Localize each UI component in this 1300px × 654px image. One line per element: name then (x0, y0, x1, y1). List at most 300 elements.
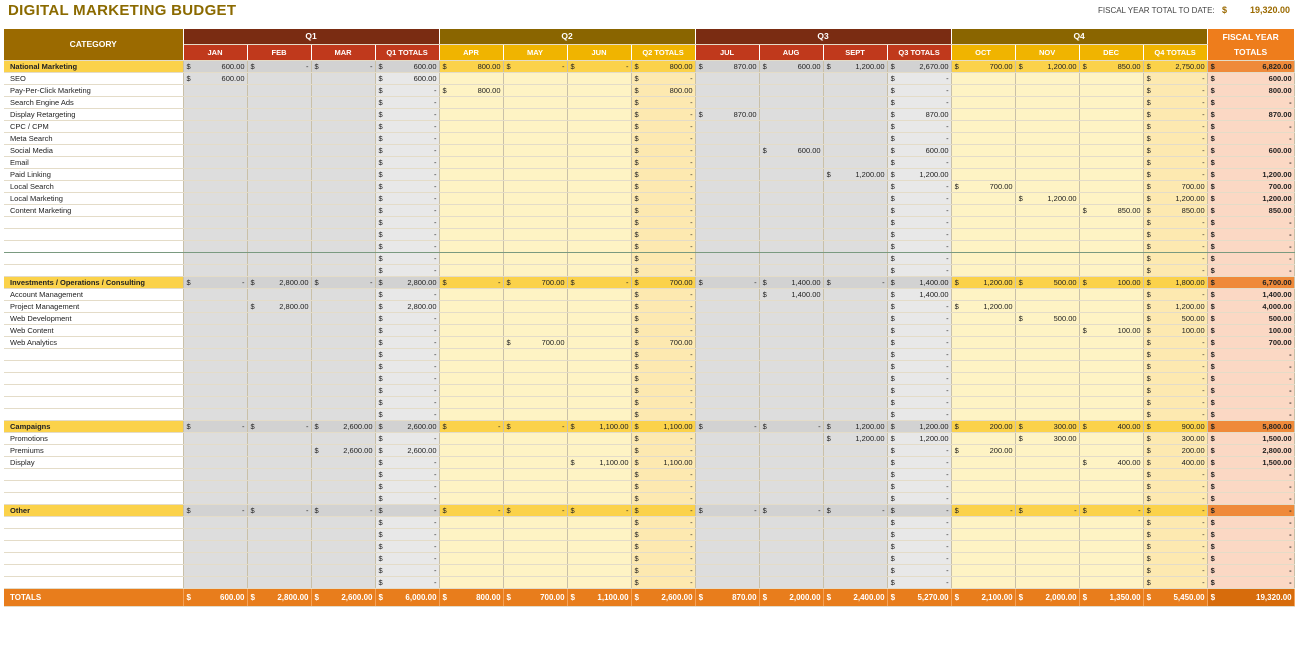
budget-cell[interactable] (1015, 565, 1079, 577)
budget-cell[interactable] (759, 205, 823, 217)
budget-cell[interactable] (695, 169, 759, 181)
budget-cell[interactable] (439, 157, 503, 169)
category-label[interactable]: Promotions (4, 433, 183, 445)
budget-cell[interactable] (1207, 265, 1294, 277)
budget-cell[interactable] (759, 577, 823, 589)
budget-cell[interactable] (887, 157, 951, 169)
section-label[interactable]: National Marketing (4, 61, 183, 73)
budget-cell[interactable] (887, 505, 951, 517)
category-label[interactable] (4, 409, 183, 421)
budget-cell[interactable] (631, 433, 695, 445)
budget-cell[interactable] (951, 193, 1015, 205)
budget-cell[interactable] (311, 265, 375, 277)
budget-cell[interactable] (1143, 565, 1207, 577)
budget-cell[interactable] (887, 397, 951, 409)
budget-cell[interactable] (1207, 193, 1294, 205)
budget-cell[interactable] (695, 505, 759, 517)
budget-cell[interactable] (759, 313, 823, 325)
budget-cell[interactable] (1143, 145, 1207, 157)
budget-cell[interactable] (951, 349, 1015, 361)
budget-cell[interactable] (1079, 577, 1143, 589)
budget-cell[interactable] (183, 301, 247, 313)
budget-cell[interactable] (1015, 409, 1079, 421)
budget-cell[interactable] (1207, 373, 1294, 385)
budget-cell[interactable] (759, 409, 823, 421)
budget-cell[interactable] (1143, 385, 1207, 397)
category-label[interactable]: Search Engine Ads (4, 97, 183, 109)
budget-cell[interactable] (1079, 301, 1143, 313)
budget-cell[interactable] (1207, 217, 1294, 229)
budget-cell[interactable] (1015, 97, 1079, 109)
budget-cell[interactable] (759, 229, 823, 241)
budget-cell[interactable] (1015, 421, 1079, 433)
budget-cell[interactable] (887, 253, 951, 265)
budget-cell[interactable] (823, 193, 887, 205)
budget-cell[interactable] (1207, 361, 1294, 373)
budget-cell[interactable] (759, 169, 823, 181)
budget-cell[interactable] (951, 133, 1015, 145)
budget-cell[interactable] (631, 145, 695, 157)
budget-cell[interactable] (247, 265, 311, 277)
budget-cell[interactable] (1143, 181, 1207, 193)
budget-cell[interactable] (951, 529, 1015, 541)
budget-cell[interactable] (375, 409, 439, 421)
budget-cell[interactable] (1079, 481, 1143, 493)
budget-cell[interactable] (503, 349, 567, 361)
budget-cell[interactable] (311, 325, 375, 337)
budget-cell[interactable] (1015, 481, 1079, 493)
budget-cell[interactable] (247, 349, 311, 361)
budget-cell[interactable] (1079, 349, 1143, 361)
budget-cell[interactable] (439, 433, 503, 445)
budget-cell[interactable] (631, 505, 695, 517)
budget-cell[interactable] (1207, 241, 1294, 253)
budget-cell[interactable] (951, 241, 1015, 253)
budget-cell[interactable] (567, 133, 631, 145)
budget-cell[interactable] (1079, 277, 1143, 289)
budget-cell[interactable] (823, 349, 887, 361)
budget-cell[interactable] (567, 457, 631, 469)
budget-cell[interactable] (439, 553, 503, 565)
budget-cell[interactable] (247, 481, 311, 493)
budget-cell[interactable] (631, 421, 695, 433)
budget-cell[interactable] (823, 145, 887, 157)
budget-cell[interactable] (951, 481, 1015, 493)
budget-cell[interactable] (1015, 169, 1079, 181)
budget-cell[interactable] (503, 433, 567, 445)
budget-cell[interactable] (567, 265, 631, 277)
budget-cell[interactable] (631, 241, 695, 253)
budget-cell[interactable] (375, 169, 439, 181)
budget-cell[interactable] (1207, 517, 1294, 529)
budget-cell[interactable] (695, 529, 759, 541)
budget-cell[interactable] (631, 289, 695, 301)
budget-cell[interactable] (1143, 517, 1207, 529)
budget-cell[interactable] (1015, 109, 1079, 121)
budget-cell[interactable] (503, 397, 567, 409)
budget-cell[interactable] (311, 385, 375, 397)
budget-cell[interactable] (695, 385, 759, 397)
budget-cell[interactable] (823, 253, 887, 265)
budget-cell[interactable] (759, 265, 823, 277)
budget-cell[interactable] (439, 445, 503, 457)
budget-cell[interactable] (311, 289, 375, 301)
budget-cell[interactable] (247, 193, 311, 205)
budget-cell[interactable] (1143, 409, 1207, 421)
budget-cell[interactable] (567, 145, 631, 157)
budget-cell[interactable] (1143, 361, 1207, 373)
budget-cell[interactable] (183, 337, 247, 349)
category-label[interactable] (4, 349, 183, 361)
budget-cell[interactable] (503, 109, 567, 121)
budget-cell[interactable] (1143, 205, 1207, 217)
budget-cell[interactable] (823, 373, 887, 385)
budget-cell[interactable] (695, 313, 759, 325)
budget-cell[interactable] (375, 109, 439, 121)
budget-cell[interactable] (439, 457, 503, 469)
budget-cell[interactable] (183, 253, 247, 265)
budget-cell[interactable] (951, 301, 1015, 313)
budget-cell[interactable] (887, 73, 951, 85)
budget-cell[interactable] (951, 433, 1015, 445)
budget-cell[interactable] (183, 97, 247, 109)
budget-cell[interactable] (695, 229, 759, 241)
budget-cell[interactable] (247, 589, 311, 607)
budget-cell[interactable] (695, 469, 759, 481)
budget-cell[interactable] (1079, 109, 1143, 121)
budget-cell[interactable] (247, 61, 311, 73)
budget-cell[interactable] (247, 373, 311, 385)
budget-cell[interactable] (759, 109, 823, 121)
budget-cell[interactable] (439, 505, 503, 517)
category-label[interactable] (4, 241, 183, 253)
budget-cell[interactable] (375, 373, 439, 385)
budget-cell[interactable] (1015, 241, 1079, 253)
budget-cell[interactable] (759, 421, 823, 433)
budget-cell[interactable] (1015, 289, 1079, 301)
budget-cell[interactable] (1207, 433, 1294, 445)
budget-cell[interactable] (1079, 229, 1143, 241)
budget-cell[interactable] (567, 505, 631, 517)
budget-cell[interactable] (951, 421, 1015, 433)
category-label[interactable] (4, 541, 183, 553)
budget-cell[interactable] (887, 217, 951, 229)
budget-cell[interactable] (759, 61, 823, 73)
budget-cell[interactable] (375, 433, 439, 445)
budget-cell[interactable] (951, 205, 1015, 217)
budget-cell[interactable] (1015, 61, 1079, 73)
budget-cell[interactable] (1143, 349, 1207, 361)
budget-cell[interactable] (1015, 517, 1079, 529)
budget-cell[interactable] (1079, 253, 1143, 265)
budget-cell[interactable] (1015, 457, 1079, 469)
budget-cell[interactable] (631, 577, 695, 589)
budget-cell[interactable] (759, 445, 823, 457)
budget-cell[interactable] (1207, 133, 1294, 145)
budget-cell[interactable] (311, 145, 375, 157)
budget-cell[interactable] (1015, 157, 1079, 169)
budget-cell[interactable] (887, 493, 951, 505)
budget-cell[interactable] (1207, 409, 1294, 421)
budget-cell[interactable] (631, 169, 695, 181)
budget-cell[interactable] (375, 85, 439, 97)
budget-cell[interactable] (439, 421, 503, 433)
budget-cell[interactable] (183, 517, 247, 529)
budget-cell[interactable] (1015, 541, 1079, 553)
budget-cell[interactable] (183, 265, 247, 277)
budget-cell[interactable] (951, 373, 1015, 385)
budget-cell[interactable] (247, 457, 311, 469)
budget-cell[interactable] (375, 301, 439, 313)
budget-cell[interactable] (311, 337, 375, 349)
budget-cell[interactable] (311, 181, 375, 193)
budget-cell[interactable] (183, 493, 247, 505)
budget-cell[interactable] (1079, 241, 1143, 253)
budget-cell[interactable] (1207, 301, 1294, 313)
budget-cell[interactable] (1079, 337, 1143, 349)
budget-cell[interactable] (375, 541, 439, 553)
budget-cell[interactable] (567, 565, 631, 577)
budget-cell[interactable] (375, 265, 439, 277)
budget-cell[interactable] (375, 385, 439, 397)
budget-cell[interactable] (375, 217, 439, 229)
budget-cell[interactable] (887, 565, 951, 577)
budget-cell[interactable] (823, 361, 887, 373)
budget-cell[interactable] (375, 205, 439, 217)
budget-cell[interactable] (1143, 85, 1207, 97)
budget-cell[interactable] (887, 409, 951, 421)
budget-cell[interactable] (503, 385, 567, 397)
budget-cell[interactable] (823, 313, 887, 325)
category-label[interactable] (4, 385, 183, 397)
budget-cell[interactable] (887, 553, 951, 565)
budget-cell[interactable] (1207, 445, 1294, 457)
budget-cell[interactable] (503, 529, 567, 541)
budget-cell[interactable] (311, 457, 375, 469)
budget-cell[interactable] (311, 409, 375, 421)
budget-cell[interactable] (951, 469, 1015, 481)
budget-cell[interactable] (759, 589, 823, 607)
budget-cell[interactable] (1143, 397, 1207, 409)
budget-cell[interactable] (183, 241, 247, 253)
budget-cell[interactable] (1079, 385, 1143, 397)
budget-cell[interactable] (247, 145, 311, 157)
budget-cell[interactable] (759, 361, 823, 373)
budget-cell[interactable] (247, 433, 311, 445)
budget-cell[interactable] (247, 337, 311, 349)
budget-cell[interactable] (951, 85, 1015, 97)
budget-cell[interactable] (1207, 181, 1294, 193)
budget-cell[interactable] (951, 589, 1015, 607)
budget-cell[interactable] (439, 301, 503, 313)
budget-cell[interactable] (247, 469, 311, 481)
budget-cell[interactable] (631, 457, 695, 469)
budget-cell[interactable] (951, 169, 1015, 181)
budget-cell[interactable] (1143, 529, 1207, 541)
budget-cell[interactable] (311, 577, 375, 589)
budget-cell[interactable] (311, 301, 375, 313)
budget-cell[interactable] (1015, 529, 1079, 541)
budget-cell[interactable] (311, 193, 375, 205)
budget-cell[interactable] (1015, 145, 1079, 157)
budget-cell[interactable] (503, 505, 567, 517)
budget-cell[interactable] (1143, 373, 1207, 385)
section-label[interactable]: Campaigns (4, 421, 183, 433)
budget-cell[interactable] (503, 553, 567, 565)
budget-cell[interactable] (1079, 553, 1143, 565)
budget-cell[interactable] (183, 121, 247, 133)
budget-cell[interactable] (1079, 181, 1143, 193)
budget-cell[interactable] (631, 229, 695, 241)
budget-cell[interactable] (375, 493, 439, 505)
budget-cell[interactable] (503, 589, 567, 607)
budget-cell[interactable] (951, 61, 1015, 73)
category-label[interactable]: Local Marketing (4, 193, 183, 205)
budget-cell[interactable] (1079, 157, 1143, 169)
budget-cell[interactable] (503, 409, 567, 421)
budget-cell[interactable] (439, 361, 503, 373)
budget-cell[interactable] (247, 73, 311, 85)
budget-cell[interactable] (1079, 97, 1143, 109)
budget-cell[interactable] (695, 409, 759, 421)
budget-cell[interactable] (439, 85, 503, 97)
budget-cell[interactable] (823, 157, 887, 169)
budget-cell[interactable] (951, 313, 1015, 325)
budget-cell[interactable] (311, 205, 375, 217)
budget-cell[interactable] (1079, 289, 1143, 301)
budget-cell[interactable] (823, 565, 887, 577)
budget-cell[interactable] (375, 241, 439, 253)
budget-cell[interactable] (567, 589, 631, 607)
budget-cell[interactable] (247, 97, 311, 109)
budget-cell[interactable] (951, 217, 1015, 229)
budget-cell[interactable] (1143, 133, 1207, 145)
budget-cell[interactable] (695, 265, 759, 277)
budget-cell[interactable] (1207, 577, 1294, 589)
category-label[interactable] (4, 529, 183, 541)
budget-cell[interactable] (759, 565, 823, 577)
budget-cell[interactable] (1015, 361, 1079, 373)
budget-cell[interactable] (247, 241, 311, 253)
budget-cell[interactable] (439, 337, 503, 349)
budget-cell[interactable] (695, 553, 759, 565)
budget-cell[interactable] (1015, 397, 1079, 409)
budget-cell[interactable] (1015, 469, 1079, 481)
budget-cell[interactable] (567, 445, 631, 457)
budget-cell[interactable] (1079, 145, 1143, 157)
budget-cell[interactable] (375, 73, 439, 85)
budget-cell[interactable] (823, 385, 887, 397)
budget-cell[interactable] (567, 157, 631, 169)
budget-cell[interactable] (375, 589, 439, 607)
budget-cell[interactable] (631, 217, 695, 229)
category-label[interactable]: CPC / CPM (4, 121, 183, 133)
budget-cell[interactable] (887, 241, 951, 253)
budget-cell[interactable] (1143, 241, 1207, 253)
budget-cell[interactable] (951, 445, 1015, 457)
budget-cell[interactable] (311, 421, 375, 433)
budget-cell[interactable] (1015, 277, 1079, 289)
budget-cell[interactable] (567, 409, 631, 421)
budget-cell[interactable] (567, 205, 631, 217)
budget-cell[interactable] (887, 133, 951, 145)
budget-cell[interactable] (631, 325, 695, 337)
budget-cell[interactable] (823, 445, 887, 457)
budget-cell[interactable] (631, 253, 695, 265)
category-label[interactable]: Social Media (4, 145, 183, 157)
budget-cell[interactable] (1015, 433, 1079, 445)
budget-cell[interactable] (695, 133, 759, 145)
budget-cell[interactable] (631, 121, 695, 133)
budget-cell[interactable] (1015, 337, 1079, 349)
budget-cell[interactable] (311, 85, 375, 97)
budget-cell[interactable] (823, 217, 887, 229)
budget-cell[interactable] (567, 553, 631, 565)
budget-cell[interactable] (375, 229, 439, 241)
budget-cell[interactable] (1143, 493, 1207, 505)
budget-cell[interactable] (1207, 73, 1294, 85)
budget-cell[interactable] (759, 85, 823, 97)
budget-cell[interactable] (759, 133, 823, 145)
category-label[interactable] (4, 493, 183, 505)
budget-cell[interactable] (823, 469, 887, 481)
budget-cell[interactable] (439, 217, 503, 229)
budget-cell[interactable] (311, 61, 375, 73)
budget-cell[interactable] (823, 481, 887, 493)
budget-cell[interactable] (887, 517, 951, 529)
budget-cell[interactable] (695, 445, 759, 457)
budget-cell[interactable] (439, 145, 503, 157)
budget-cell[interactable] (1143, 505, 1207, 517)
budget-cell[interactable] (1143, 337, 1207, 349)
budget-cell[interactable] (439, 277, 503, 289)
budget-cell[interactable] (1207, 145, 1294, 157)
budget-cell[interactable] (1207, 553, 1294, 565)
budget-cell[interactable] (951, 397, 1015, 409)
budget-cell[interactable] (439, 289, 503, 301)
budget-cell[interactable] (503, 265, 567, 277)
budget-cell[interactable] (631, 157, 695, 169)
budget-cell[interactable] (951, 109, 1015, 121)
budget-cell[interactable] (439, 589, 503, 607)
budget-cell[interactable] (1143, 109, 1207, 121)
budget-cell[interactable] (631, 385, 695, 397)
budget-cell[interactable] (1079, 169, 1143, 181)
budget-cell[interactable] (311, 313, 375, 325)
budget-cell[interactable] (1015, 193, 1079, 205)
budget-cell[interactable] (887, 541, 951, 553)
budget-cell[interactable] (439, 385, 503, 397)
budget-cell[interactable] (311, 505, 375, 517)
budget-cell[interactable] (567, 277, 631, 289)
budget-cell[interactable] (695, 301, 759, 313)
budget-cell[interactable] (1079, 541, 1143, 553)
budget-cell[interactable] (375, 361, 439, 373)
budget-cell[interactable] (1015, 73, 1079, 85)
budget-cell[interactable] (1015, 493, 1079, 505)
budget-cell[interactable] (887, 265, 951, 277)
budget-cell[interactable] (375, 193, 439, 205)
budget-cell[interactable] (631, 265, 695, 277)
budget-cell[interactable] (887, 385, 951, 397)
budget-cell[interactable] (311, 529, 375, 541)
budget-cell[interactable] (887, 421, 951, 433)
budget-cell[interactable] (439, 133, 503, 145)
budget-cell[interactable] (1015, 217, 1079, 229)
budget-cell[interactable] (887, 313, 951, 325)
budget-cell[interactable] (375, 181, 439, 193)
budget-cell[interactable] (247, 421, 311, 433)
